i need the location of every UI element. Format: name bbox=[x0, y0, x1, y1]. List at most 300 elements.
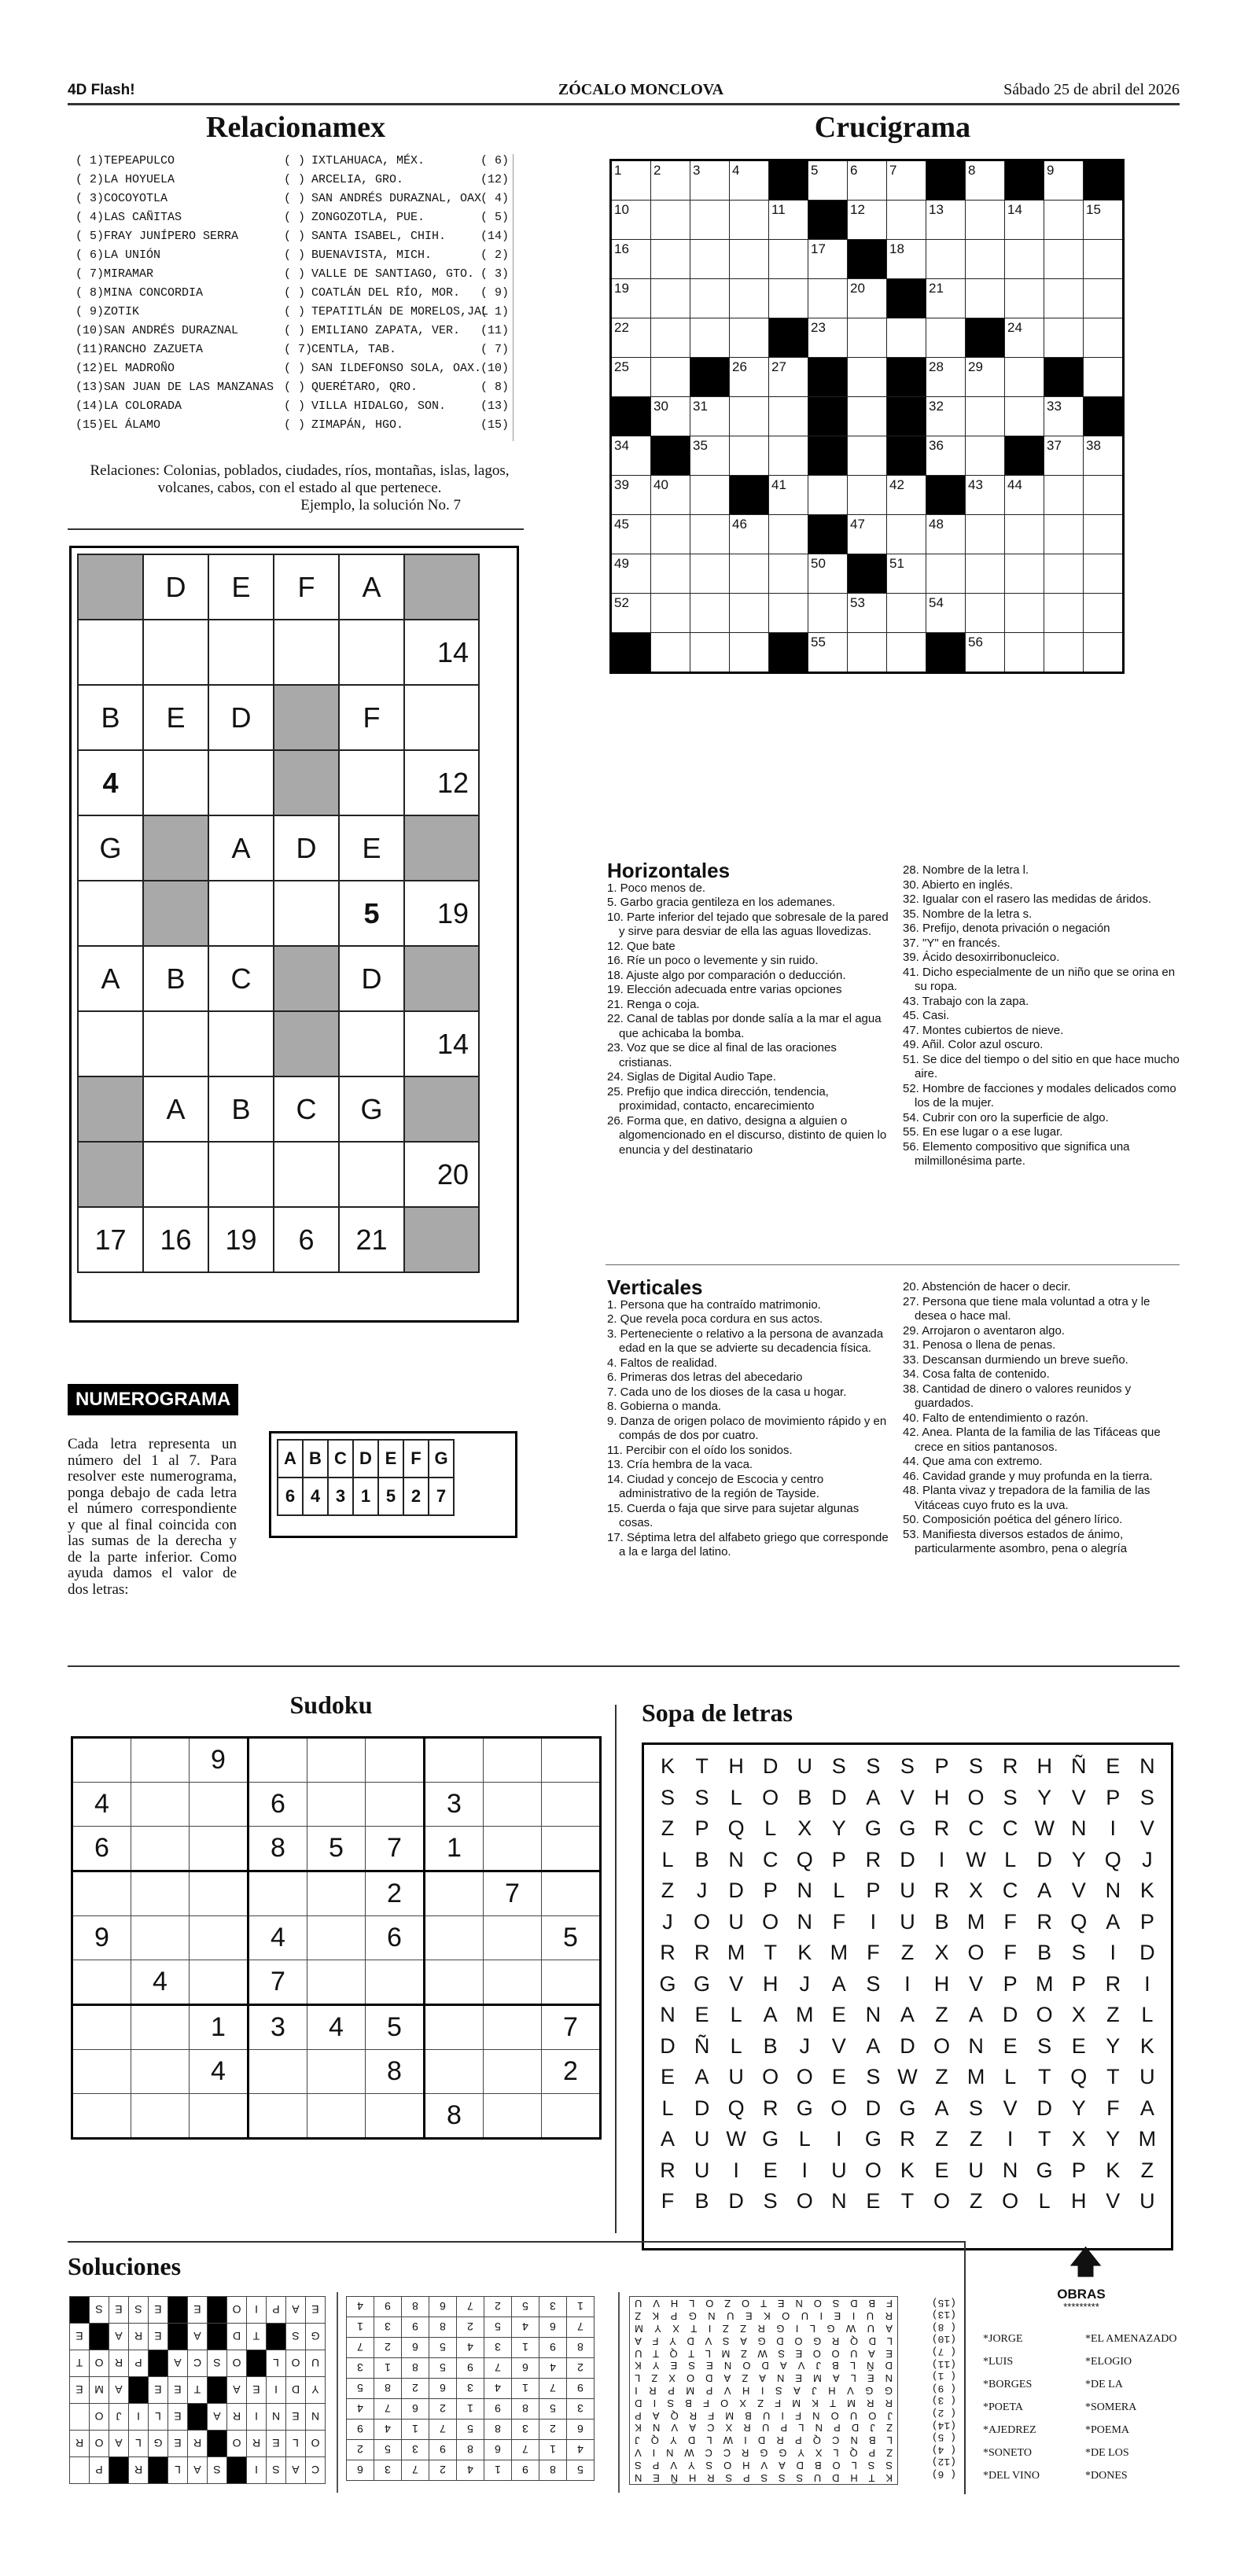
crossword-row bbox=[611, 201, 1124, 240]
sudoku-cell bbox=[425, 1960, 484, 2005]
crossword-cell bbox=[690, 240, 730, 279]
word-search-letter: O bbox=[830, 2096, 848, 2120]
relacionamex-row bbox=[75, 211, 516, 229]
word-search-letter: D bbox=[831, 1785, 847, 1809]
numerograma-key-value: 6 bbox=[278, 1478, 303, 1515]
solution-sudoku-cell: 1 bbox=[539, 2440, 567, 2460]
relacionamex-blank: ( ) bbox=[284, 381, 306, 394]
solution-word-search-letter: R bbox=[743, 2422, 751, 2434]
solution-relacionamex-answer: (11) bbox=[931, 2357, 956, 2370]
numerograma-cell: D bbox=[274, 815, 339, 881]
numerograma-cell: C bbox=[274, 1076, 339, 1142]
solution-crossword-black bbox=[90, 2324, 109, 2350]
numerograma-cell bbox=[78, 554, 143, 620]
obras-word: *JORGE bbox=[983, 2333, 1023, 2345]
solution-sudoku-cell: 2 bbox=[374, 2338, 402, 2358]
crossword-cell bbox=[1005, 476, 1044, 515]
solution-word-search-letter: X bbox=[739, 2397, 746, 2409]
solution-crossword-cell: O bbox=[227, 2297, 247, 2324]
horizontal-clue: 55. En ese lugar o a ese lugar. bbox=[903, 1125, 1063, 1139]
word-search-letter: I bbox=[904, 1971, 911, 1996]
solution-sudoku-cell: 5 bbox=[429, 2358, 457, 2379]
solution-word-search-letter: C bbox=[723, 2447, 731, 2460]
obras-word: *DONES bbox=[1085, 2470, 1128, 2482]
solution-word-search-letter: Y bbox=[652, 2360, 660, 2372]
crossword-cell bbox=[966, 279, 1005, 318]
numerograma-cell: 5 bbox=[339, 881, 404, 946]
word-search-letter: Ñ bbox=[694, 2033, 710, 2058]
sudoku-cell: 6 bbox=[366, 1916, 425, 1960]
solution-crossword-cell: R bbox=[129, 2324, 149, 2350]
relacionamex-place: VILLA HIDALGO, SON. bbox=[311, 399, 447, 413]
crossword-number: 37 bbox=[1047, 438, 1062, 453]
solution-word-search-letter: E bbox=[745, 2310, 753, 2323]
relacionamex-answer: ( 9) bbox=[480, 286, 510, 300]
vertical-clue: 20. Abstención de hacer o decir. bbox=[903, 1280, 1071, 1294]
sudoku-cell bbox=[307, 1960, 366, 2005]
solution-word-search-letter: H bbox=[828, 2385, 836, 2398]
crossword-black-cell bbox=[769, 160, 808, 201]
solution-sudoku-cell: 9 bbox=[429, 2440, 457, 2460]
word-search-row bbox=[644, 1783, 1171, 1814]
crossword-cell bbox=[1044, 554, 1084, 594]
sudoku-cell: 7 bbox=[248, 1960, 307, 2005]
solution-sudoku-cell: 1 bbox=[374, 2358, 402, 2379]
relacionamex-place: EMILIANO ZAPATA, VER. bbox=[311, 324, 461, 337]
word-search-letter: V bbox=[1071, 1785, 1086, 1809]
sudoku-cell bbox=[131, 2094, 190, 2139]
page-header-center: ZÓCALO MONCLOVA bbox=[558, 81, 724, 98]
solution-word-search-letter: I bbox=[760, 2385, 764, 2398]
word-search-letter: I bbox=[836, 2127, 842, 2151]
solution-word-search-row bbox=[630, 2385, 897, 2398]
solution-crossword-cell: J bbox=[109, 2404, 129, 2431]
solution-word-search-letter: O bbox=[782, 2310, 790, 2323]
numerograma-cell: 12 bbox=[404, 750, 479, 815]
sudoku-cell bbox=[248, 1738, 307, 1783]
word-search-letter: L bbox=[798, 2127, 811, 2151]
horizontal-clue: 37. "Y" en francés. bbox=[903, 936, 1001, 950]
solution-crossword-cell: Y bbox=[306, 2377, 326, 2404]
relacionamex-answer: (10) bbox=[480, 362, 510, 375]
solution-sudoku-cell: 4 bbox=[457, 2338, 484, 2358]
relacionamex-place: ARCELIA, GRO. bbox=[311, 173, 404, 186]
crossword-black-cell bbox=[887, 397, 926, 436]
numerograma-row bbox=[78, 1076, 479, 1142]
solution-word-search-letter: G bbox=[688, 2310, 697, 2323]
crossword-cell bbox=[1005, 633, 1044, 673]
obras-list-b bbox=[1085, 2328, 1177, 2487]
solution-relacionamex-answer: (12) bbox=[931, 2456, 956, 2468]
solution-word-search-letter: N bbox=[666, 2447, 674, 2460]
word-search-letter: L bbox=[1004, 2065, 1017, 2089]
solution-sudoku-cell: 6 bbox=[429, 2297, 457, 2317]
word-search-letter: R bbox=[900, 2127, 915, 2151]
solution-crossword-row bbox=[70, 2457, 326, 2484]
word-search-letter: S bbox=[866, 1971, 881, 1996]
crossword-black-cell bbox=[848, 554, 887, 594]
sudoku-cell bbox=[484, 2050, 542, 2094]
relacionamex-place: ZIMAPÁN, HGO. bbox=[311, 418, 404, 432]
solution-word-search-letter: K bbox=[635, 2360, 642, 2372]
crossword-cell bbox=[651, 594, 690, 633]
word-search-letter: E bbox=[831, 2065, 846, 2089]
numerograma-cell bbox=[339, 1142, 404, 1207]
word-search-letter: V bbox=[969, 1971, 984, 1996]
relacionamex-row bbox=[75, 381, 516, 399]
solution-word-search-letter: P bbox=[868, 2447, 876, 2460]
solution-sudoku-cell: 2 bbox=[539, 2420, 567, 2440]
solution-crossword-cell: R bbox=[129, 2457, 149, 2484]
relacionamex-item: (10)SAN ANDRÉS DURAZNAL bbox=[75, 324, 239, 337]
solution-sudoku-row bbox=[347, 2317, 595, 2338]
word-search-letter: A bbox=[660, 2127, 675, 2151]
solution-word-search-letter: A bbox=[868, 2347, 875, 2360]
solution-crossword-cell: S bbox=[267, 2457, 286, 2484]
vertical-clue: 42. Anea. Planta de la familia de las Tifáceas que crece en sitios pantanosos. bbox=[903, 1426, 1161, 1454]
solution-crossword-cell: G bbox=[149, 2431, 168, 2457]
relacionamex-row bbox=[75, 362, 516, 380]
crossword-cell bbox=[651, 358, 690, 397]
solution-sudoku-cell: 2 bbox=[457, 2317, 484, 2338]
crossword-cell bbox=[966, 594, 1005, 633]
crossword-cell bbox=[730, 436, 769, 476]
vertical-clue: 3. Perteneciente o relativo a la persona de avanzada edad en la que se advierte su decadencia física. bbox=[607, 1327, 884, 1355]
crossword-cell bbox=[966, 436, 1005, 476]
solution-word-search-letter: H bbox=[688, 2471, 697, 2484]
solution-crossword-black bbox=[129, 2377, 149, 2404]
crossword-number: 45 bbox=[614, 517, 629, 532]
word-search-letter: F bbox=[867, 1941, 880, 1965]
crossword-number: 17 bbox=[811, 241, 826, 256]
crossword-number: 15 bbox=[1086, 202, 1101, 217]
numerograma-cell bbox=[143, 881, 208, 946]
solution-word-search-letter: U bbox=[867, 2323, 874, 2335]
page-header-left: 4D Flash! bbox=[68, 82, 135, 98]
numerograma-cell: D bbox=[143, 554, 208, 620]
verticales-col-b bbox=[903, 1280, 1182, 1557]
horizontales-col-b bbox=[903, 863, 1182, 1169]
numerograma-key-letter: E bbox=[378, 1440, 403, 1478]
solution-word-search-letter: T bbox=[868, 2471, 875, 2484]
crossword-cell bbox=[611, 160, 651, 201]
numerograma-cell bbox=[404, 946, 479, 1011]
solution-word-search-letter: M bbox=[813, 2372, 822, 2385]
word-search-letter: P bbox=[1071, 2158, 1086, 2182]
solution-word-search-letter: K bbox=[764, 2310, 771, 2323]
crossword-black-cell bbox=[651, 436, 690, 476]
obras-word: *ELOGIO bbox=[1085, 2356, 1132, 2368]
solution-sudoku-row bbox=[347, 2297, 595, 2317]
crossword-cell bbox=[887, 554, 926, 594]
solution-crossword-cell: O bbox=[90, 2350, 109, 2377]
solution-word-search-letter: V bbox=[723, 2385, 731, 2398]
solution-relacionamex-answer: ( 6) bbox=[931, 2467, 956, 2480]
word-search-letter: K bbox=[660, 1754, 675, 1779]
crossword-number: 34 bbox=[614, 438, 629, 453]
sudoku-cell bbox=[131, 1871, 190, 1916]
word-search-letter: R bbox=[865, 1847, 882, 1871]
word-search-letter: R bbox=[762, 2096, 779, 2120]
solution-word-search-letter: G bbox=[884, 2385, 893, 2398]
crossword-cell bbox=[887, 240, 926, 279]
crossword-cell bbox=[690, 279, 730, 318]
solution-crossword-cell: T bbox=[188, 2377, 208, 2404]
solution-sudoku-cell: 6 bbox=[567, 2420, 595, 2440]
relacionamex-item: (11)RANCHO ZAZUETA bbox=[75, 343, 204, 356]
crossword-number: 40 bbox=[653, 477, 668, 492]
solution-crossword-black bbox=[227, 2457, 247, 2484]
numerograma-label: NUMEROGRAMA bbox=[68, 1384, 238, 1415]
numerograma-cell: D bbox=[339, 946, 404, 1011]
word-search-letter: K bbox=[1139, 2033, 1154, 2058]
solution-crossword-cell: D bbox=[227, 2324, 247, 2350]
word-search-letter: I bbox=[1144, 1971, 1150, 1996]
crossword-cell bbox=[690, 397, 730, 436]
word-search-letter: Z bbox=[935, 2065, 948, 2089]
numerograma-cell: B bbox=[143, 946, 208, 1011]
word-search-letter: O bbox=[933, 2033, 950, 2058]
word-search-letter: K bbox=[900, 2158, 915, 2182]
word-search-letter: J bbox=[799, 1971, 810, 1996]
solution-word-search-letter: W bbox=[845, 2323, 856, 2335]
word-search-letter: I bbox=[1007, 2127, 1014, 2151]
word-search-letter: P bbox=[866, 1879, 881, 1903]
word-search-letter: L bbox=[661, 1847, 674, 1871]
solution-sudoku-cell: 7 bbox=[374, 2399, 402, 2420]
solution-crossword-cell: N bbox=[306, 2404, 326, 2431]
solution-crossword-cell: R bbox=[188, 2431, 208, 2457]
relacionamex-answer: (13) bbox=[480, 399, 510, 413]
crossword-cell bbox=[611, 240, 651, 279]
crossword-number: 24 bbox=[1007, 320, 1022, 335]
solution-crossword-cell: I bbox=[129, 2404, 149, 2431]
sudoku-cell bbox=[425, 1738, 484, 1783]
horizontal-clue: 26. Forma que, en dativo, designa a alguien o algomencionado en el discurso, distinto de quien lo enuncia y del destinatario bbox=[607, 1113, 887, 1157]
solution-crossword-row bbox=[70, 2404, 326, 2431]
solution-word-search-letter: L bbox=[851, 2459, 857, 2471]
solution-crossword-black bbox=[247, 2350, 267, 2377]
solution-word-search-letter: D bbox=[761, 2360, 769, 2372]
solution-crossword-cell: R bbox=[70, 2431, 90, 2457]
solution-word-search-letter: O bbox=[830, 2409, 839, 2422]
horizontal-clue: 43. Trabajo con la zapa. bbox=[903, 994, 1029, 1008]
word-search-letter: R bbox=[1002, 1754, 1018, 1779]
relacionamex-item: ( 7)MIRAMAR bbox=[75, 267, 154, 281]
word-search-letter: U bbox=[831, 2158, 847, 2182]
crossword-number: 43 bbox=[968, 477, 983, 492]
solution-sudoku-row bbox=[347, 2399, 595, 2420]
obras-word: *DE LA bbox=[1085, 2379, 1123, 2390]
vertical-clue: 44. Que ama con extremo. bbox=[903, 1455, 1043, 1468]
word-search-letter: P bbox=[763, 1879, 778, 1903]
word-search-letter: L bbox=[1038, 2189, 1051, 2214]
crossword-cell bbox=[808, 554, 848, 594]
crossword-number: 8 bbox=[968, 163, 976, 178]
word-search-letter: D bbox=[762, 1754, 779, 1779]
solution-crossword-cell: C bbox=[188, 2350, 208, 2377]
word-search-letter: O bbox=[694, 1909, 711, 1934]
solution-word-search-letter: U bbox=[850, 2347, 858, 2360]
solution-word-search-letter: I bbox=[744, 2434, 747, 2447]
word-search-letter: L bbox=[730, 1785, 742, 1809]
word-search-letter: E bbox=[763, 2158, 778, 2182]
sudoku-row bbox=[72, 2050, 601, 2094]
word-search-letter: P bbox=[1071, 1971, 1086, 1996]
word-search-letter: Ñ bbox=[1071, 1754, 1087, 1779]
word-search-letter: R bbox=[933, 1816, 950, 1841]
solution-crossword-cell: U bbox=[306, 2350, 326, 2377]
solution-crossword-cell: E bbox=[267, 2431, 286, 2457]
solution-word-search-letter: F bbox=[775, 2397, 782, 2409]
word-search-letter: B bbox=[934, 1909, 949, 1934]
solution-word-search-row bbox=[630, 2298, 897, 2310]
word-search-letter: P bbox=[934, 1754, 949, 1779]
relacionamex-answer: (14) bbox=[480, 230, 510, 243]
sudoku-cell: 3 bbox=[248, 2005, 307, 2050]
word-search-letter: J bbox=[696, 1879, 708, 1903]
crossword-cell bbox=[966, 397, 1005, 436]
solution-word-search-letter: N bbox=[885, 2372, 893, 2385]
sudoku-cell bbox=[542, 1871, 601, 1916]
obras-word: *POEMA bbox=[1085, 2424, 1130, 2436]
word-search-letter: E bbox=[1003, 2033, 1018, 2058]
solution-word-search-row bbox=[630, 2397, 897, 2409]
solution-word-search-letter: Q bbox=[670, 2409, 679, 2422]
word-search-letter: J bbox=[1142, 1847, 1153, 1871]
crossword-black-cell bbox=[1084, 397, 1124, 436]
solution-crossword-cell: O bbox=[306, 2431, 326, 2457]
sudoku-cell: 4 bbox=[248, 1916, 307, 1960]
crossword-number: 10 bbox=[614, 202, 629, 217]
sudoku-cell bbox=[190, 1783, 248, 1827]
numerograma-cell bbox=[274, 750, 339, 815]
numerograma-cell bbox=[143, 815, 208, 881]
crossword-cell bbox=[730, 515, 769, 554]
word-search-letter: J bbox=[662, 1909, 673, 1934]
numerograma-cell bbox=[78, 1142, 143, 1207]
crossword-number: 4 bbox=[732, 163, 740, 178]
solution-word-search-letter: O bbox=[832, 2459, 841, 2471]
solution-sudoku-cell: 1 bbox=[512, 2338, 539, 2358]
crossword-cell bbox=[690, 201, 730, 240]
solution-crossword-cell: N bbox=[267, 2404, 286, 2431]
sudoku-cell bbox=[366, 2094, 425, 2139]
numerograma-cell: C bbox=[208, 946, 274, 1011]
crossword-cell bbox=[1084, 240, 1124, 279]
numerograma-row bbox=[78, 620, 479, 685]
relacionamex-row bbox=[75, 248, 516, 267]
crossword-cell bbox=[1084, 201, 1124, 240]
solution-crossword-row bbox=[70, 2297, 326, 2324]
solution-word-search-letter: D bbox=[687, 2434, 696, 2447]
solution-crossword-cell: G bbox=[306, 2324, 326, 2350]
word-search-letter: F bbox=[1106, 2096, 1120, 2120]
crossword-cell bbox=[848, 633, 887, 673]
solution-sudoku-cell: 7 bbox=[512, 2440, 539, 2460]
sudoku-cell bbox=[131, 1916, 190, 1960]
solution-relacionamex-answer: ( 5) bbox=[931, 2431, 956, 2444]
solution-word-search-letter: Z bbox=[724, 2298, 731, 2310]
crossword-black-cell bbox=[808, 358, 848, 397]
arrow-up-icon: 🡅 bbox=[1069, 2244, 1103, 2280]
numerograma-cell: 19 bbox=[208, 1207, 274, 1272]
solution-sudoku-cell: 9 bbox=[347, 2420, 374, 2440]
solution-word-search-letter: S bbox=[760, 2471, 768, 2484]
word-search-row bbox=[644, 2093, 1171, 2125]
solution-crossword-black bbox=[208, 2377, 227, 2404]
word-search-letter: N bbox=[797, 1909, 812, 1934]
crossword-black-cell bbox=[808, 397, 848, 436]
solution-sudoku-cell: 1 bbox=[347, 2317, 374, 2338]
crossword-number: 28 bbox=[929, 359, 944, 374]
crossword-cell bbox=[1084, 633, 1124, 673]
obras-stars: ********* bbox=[1063, 2301, 1099, 2313]
word-search-letter: A bbox=[1139, 2096, 1154, 2120]
solution-word-search-row bbox=[630, 2347, 897, 2360]
solution-word-search-letter: N bbox=[815, 2422, 823, 2434]
solution-crossword-cell: A bbox=[109, 2377, 129, 2404]
solution-word-search-letter: T bbox=[760, 2298, 767, 2310]
relacionamex-divider bbox=[513, 154, 514, 441]
word-search-letter: H bbox=[1036, 1754, 1052, 1779]
solution-crossword-cell bbox=[70, 2457, 90, 2484]
solution-word-search-letter: V bbox=[653, 2298, 660, 2310]
sudoku-cell bbox=[366, 1783, 425, 1827]
sudoku-row bbox=[72, 1738, 601, 1783]
word-search-letter: S bbox=[969, 1754, 984, 1779]
solution-word-search-letter: O bbox=[813, 2298, 822, 2310]
solution-word-search-letter: V bbox=[847, 2385, 854, 2398]
solution-relacionamex-answer: (13) bbox=[931, 2309, 956, 2321]
sudoku-cell bbox=[190, 1827, 248, 1871]
solution-word-search bbox=[629, 2296, 898, 2485]
solution-sudoku-cell: 5 bbox=[567, 2460, 595, 2481]
word-search-letter: E bbox=[694, 2003, 709, 2027]
vertical-clue: 27. Persona que tiene mala voluntad a otra y le desea o hace mal. bbox=[903, 1294, 1150, 1323]
obras-word: *POETA bbox=[983, 2401, 1023, 2413]
numerograma-key-letter: B bbox=[303, 1440, 328, 1478]
solution-word-search-letter: R bbox=[757, 2323, 765, 2335]
word-search-letter: F bbox=[661, 2189, 675, 2214]
word-search-letter: G bbox=[899, 2096, 916, 2120]
crossword-cell bbox=[611, 201, 651, 240]
solution-sudoku-cell: 6 bbox=[539, 2317, 567, 2338]
sudoku-cell: 4 bbox=[190, 2050, 248, 2094]
crossword-cell bbox=[926, 318, 966, 358]
solution-word-search-row bbox=[630, 2409, 897, 2422]
sudoku-cell bbox=[190, 2094, 248, 2139]
word-search-letter: C bbox=[1002, 1816, 1018, 1841]
solution-word-search-letter: A bbox=[723, 2372, 731, 2385]
sudoku-cell: 6 bbox=[248, 1783, 307, 1827]
solution-relacionamex-answer: ( 9) bbox=[931, 2382, 956, 2394]
word-search-letter: C bbox=[762, 1847, 779, 1871]
solution-crossword-cell: I bbox=[247, 2457, 267, 2484]
sudoku-cell: 8 bbox=[425, 2094, 484, 2139]
word-search-row bbox=[644, 1875, 1171, 1907]
solution-word-search-letter: I bbox=[635, 2385, 638, 2398]
solution-crossword-cell: E bbox=[109, 2297, 129, 2324]
solution-word-search-letter: U bbox=[727, 2310, 734, 2323]
solution-word-search-letter: V bbox=[635, 2447, 642, 2460]
crossword-cell bbox=[966, 633, 1005, 673]
crossword-black-cell bbox=[926, 633, 966, 673]
solution-crossword-cell: R bbox=[247, 2431, 267, 2457]
crossword-cell bbox=[808, 318, 848, 358]
numerograma-cell bbox=[404, 1076, 479, 1142]
word-search-letter: U bbox=[728, 1909, 744, 1934]
